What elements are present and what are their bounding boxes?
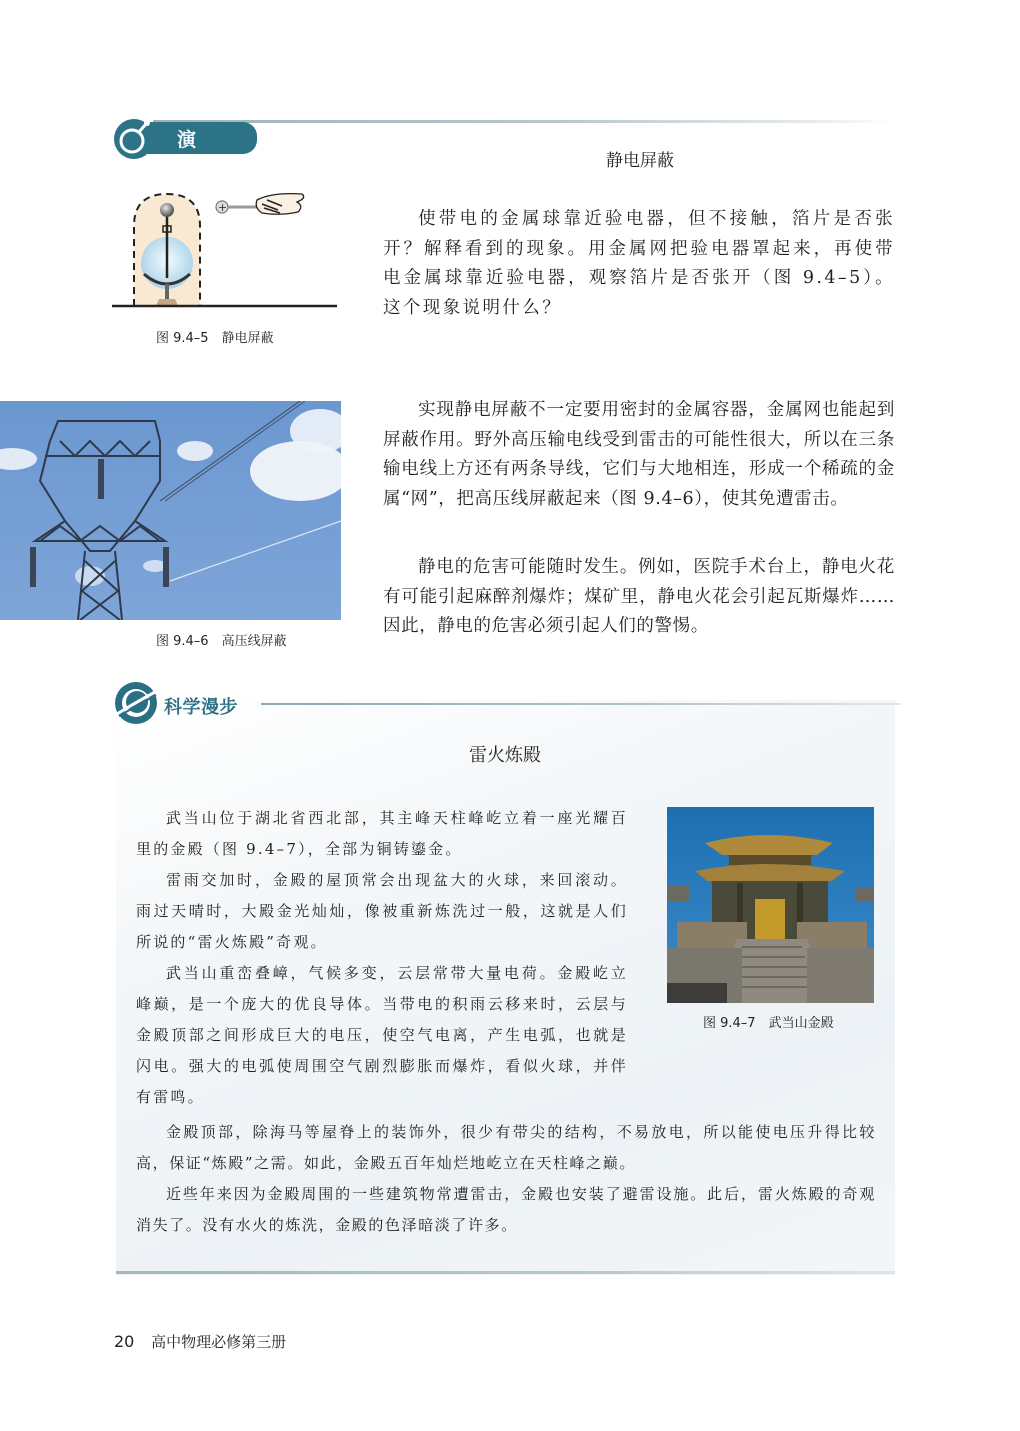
- page-footer: [114, 1331, 286, 1352]
- science-walk-label: 科学漫步: [164, 697, 238, 718]
- science-walk-header: [113, 680, 903, 726]
- science-walk-title: 雷火炼殿: [469, 745, 541, 766]
- shielding-paragraph-2: 静电的危害可能随时发生。例如，医院手术台上，静电火花有可能引起麻醉剂爆炸；煤矿里，静电火花会引起瓦斯爆炸……因此，静电的危害必须引起人们的警惕。: [383, 557, 895, 636]
- shielding-paragraph-1: 实现静电屏蔽不一定要用密封的金属容器，金属网也能起到屏蔽作用。野外高压输电线受到雷击的可能性很大，所以在三条输电线上方还有两条导线，它们与大地相连，形成一个稀疏的金属“网”，把高压线屏蔽起来（图 9.4–6），使其免遭雷击。: [383, 400, 895, 509]
- science-paragraph-1: 武当山位于湖北省西北部，其主峰天柱峰屹立着一座光耀百里的金殿（图 9.4–7），全部为铜铸鎏金。: [136, 809, 628, 858]
- demo-title: 静电屏蔽: [606, 151, 674, 171]
- demo-badge-label: 演 示: [177, 129, 213, 178]
- science-paragraph-3: 武当山重峦叠嶂，气候多变，云层常带大量电荷。金殿屹立峰巅，是一个庞大的优良导体。当带电的积雨云移来时，云层与金殿顶部之间形成巨大的电压，使空气电离，产生电弧，也就是闪电。强大的电弧使周围空气剧烈膨胀而爆炸，看似火球，并伴有雷鸣。: [136, 964, 628, 1106]
- science-paragraph-4: 金殿顶部，除海马等屋脊上的装饰外，很少有带尖的结构，不易放电，所以能使电压升得比较高，保证“炼殿”之需。如此，金殿五百年灿烂地屹立在天柱峰之巅。: [136, 1123, 876, 1172]
- box-bottom-rule: [116, 1271, 895, 1274]
- header-rule: [153, 120, 893, 123]
- page-number: 20: [114, 1332, 135, 1351]
- figure-caption-9-4-5: 图 9.4–5 静电屏蔽: [156, 331, 274, 346]
- planet-orbit-icon: [113, 680, 159, 726]
- science-paragraph-5: 近些年来因为金殿周围的一些建筑物常遭雷击，金殿也安装了避雷设施。此后，雷火炼殿的奇观消失了。没有水火的炼洗，金殿的色泽暗淡了许多。: [136, 1185, 876, 1234]
- magnifier-icon: [113, 116, 157, 160]
- demo-badge: [143, 122, 257, 178]
- golden-hall-photo: [667, 807, 874, 1003]
- electroscope-figure: [112, 186, 337, 312]
- header-rule: [261, 703, 901, 705]
- figure-caption-9-4-6: 图 9.4–6 高压线屏蔽: [156, 634, 287, 649]
- svg-text:+: +: [218, 201, 228, 214]
- science-paragraph-2: 雷雨交加时，金殿的屋顶常会出现盆大的火球，来回滚动。雨过天晴时，大殿金光灿灿，像被重新炼洗过一般，这就是人们所说的“雷火炼殿”奇观。: [136, 871, 628, 951]
- power-tower-photo: [0, 401, 341, 620]
- book-title: 高中物理必修第三册: [151, 1333, 287, 1351]
- demo-paragraph: 使带电的金属球靠近验电器，但不接触，箔片是否张开？解释看到的现象。用金属网把验电器罩起来，再使带电金属球靠近验电器，观察箔片是否张开（图 9.4–5）。这个现象说明什么？: [383, 209, 895, 318]
- figure-caption-9-4-7: 图 9.4–7 武当山金殿: [703, 1016, 834, 1031]
